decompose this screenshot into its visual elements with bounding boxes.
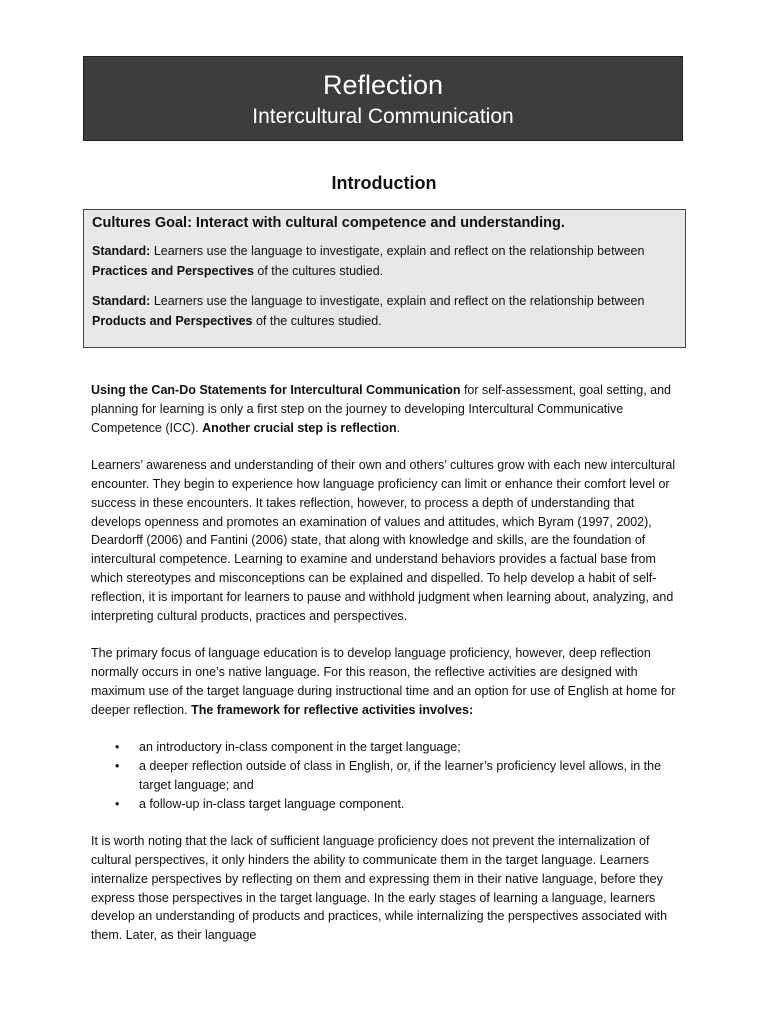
paragraph-can-do [91,381,681,437]
cultures-goal: Cultures Goal: Interact with cultural competence and understanding. [92,215,565,231]
framework-list [91,738,681,813]
list-item-text: an introductory in-class component in the target language; [139,740,461,755]
bullet-icon: • [115,758,120,773]
standard-text: Learners use the language to investigate, explain and reflect on the relationship between [150,294,645,308]
paragraph-primary-focus [91,644,681,719]
emphasis-text: The framework for reflective activities involves: [191,702,474,717]
paragraph-text: The primary focus of language education is to develop language proficiency, however, deep reflection normally occurs in one’s native language. For this reason, the reflective activities are designed with maximum use of the target language during instructional time and an option for use of English at home for deeper reflection. [91,646,676,717]
title-banner [83,56,683,141]
page-title: Reflection [322,70,444,100]
emphasis-text: Another crucial step is reflection [202,420,397,435]
standard-text-end: of the cultures studied. [252,314,382,328]
list-item-text: a deeper reflection outside of class in English, or, if the learner’s proficiency level allows, in the target language; and [139,758,662,792]
list-item-text: a follow-up in-class target language component. [139,796,405,811]
section-heading-introduction: Introduction [331,173,437,193]
paragraph-proficiency: It is worth noting that the lack of sufficient language proficiency does not prevent the internalization of cultural perspectives, it only hinders the ability to communicate them in the target language. Learners internalize perspectives by reflecting on them and expressing them in their native language, before they express those perspectives in the target language. In the early stages of learning a language, learners develop an understanding of products and practices, while internalizing the perspectives associated with them. Later, as their language [91,834,668,943]
bullet-icon: • [115,740,120,755]
document-body [91,381,681,964]
standard-emphasis: Practices and Perspectives [92,264,254,278]
page-subtitle: Intercultural Communication [252,105,514,128]
paragraph-end: . [396,420,401,435]
standard-emphasis: Products and Perspectives [92,314,253,328]
can-do-link-text: Using the Can-Do Statements for Intercultural Communication [91,383,461,397]
list-item [91,757,681,795]
cultures-goal-box [83,209,686,348]
standard-label: Standard: [92,294,151,308]
list-item [91,795,681,814]
standard-products [92,291,677,331]
paragraph-text: for self-assessment, goal setting, and planning for learning is only a first step on the journey to developing Intercultural Communicative Competence (ICC). [91,383,672,435]
list-item [91,738,681,757]
paragraph-awareness: Learners’ awareness and understanding of their own and others’ cultures grow with each new intercultural encounter. They begin to experience how language proficiency can limit or enhance their comfort level or success in these encounters. It takes reflection, however, to process a depth of understanding that develops openness and promotes an examination of values and attitudes, which Byram (1997, 2002), Deardorff (2006) and Fantini (2006) state, that along with knowledge and skills, are the foundation of intercultural competence. Learning to examine and understand behaviors provides a factual base from which stereotypes and misconceptions can be explained and dispelled. To help develop a habit of self-reflection, it is important for learners to pause and withhold judgment when learning about, analyzing, and interpreting cultural products, practices and perspectives. [91,458,676,623]
standard-text: Learners use the language to investigate, explain and reflect on the relationship between [150,244,645,258]
standard-practices [92,241,677,281]
standard-text-end: of the cultures studied. [253,264,384,278]
standard-label: Standard: [92,244,151,258]
bullet-icon: • [115,796,120,811]
